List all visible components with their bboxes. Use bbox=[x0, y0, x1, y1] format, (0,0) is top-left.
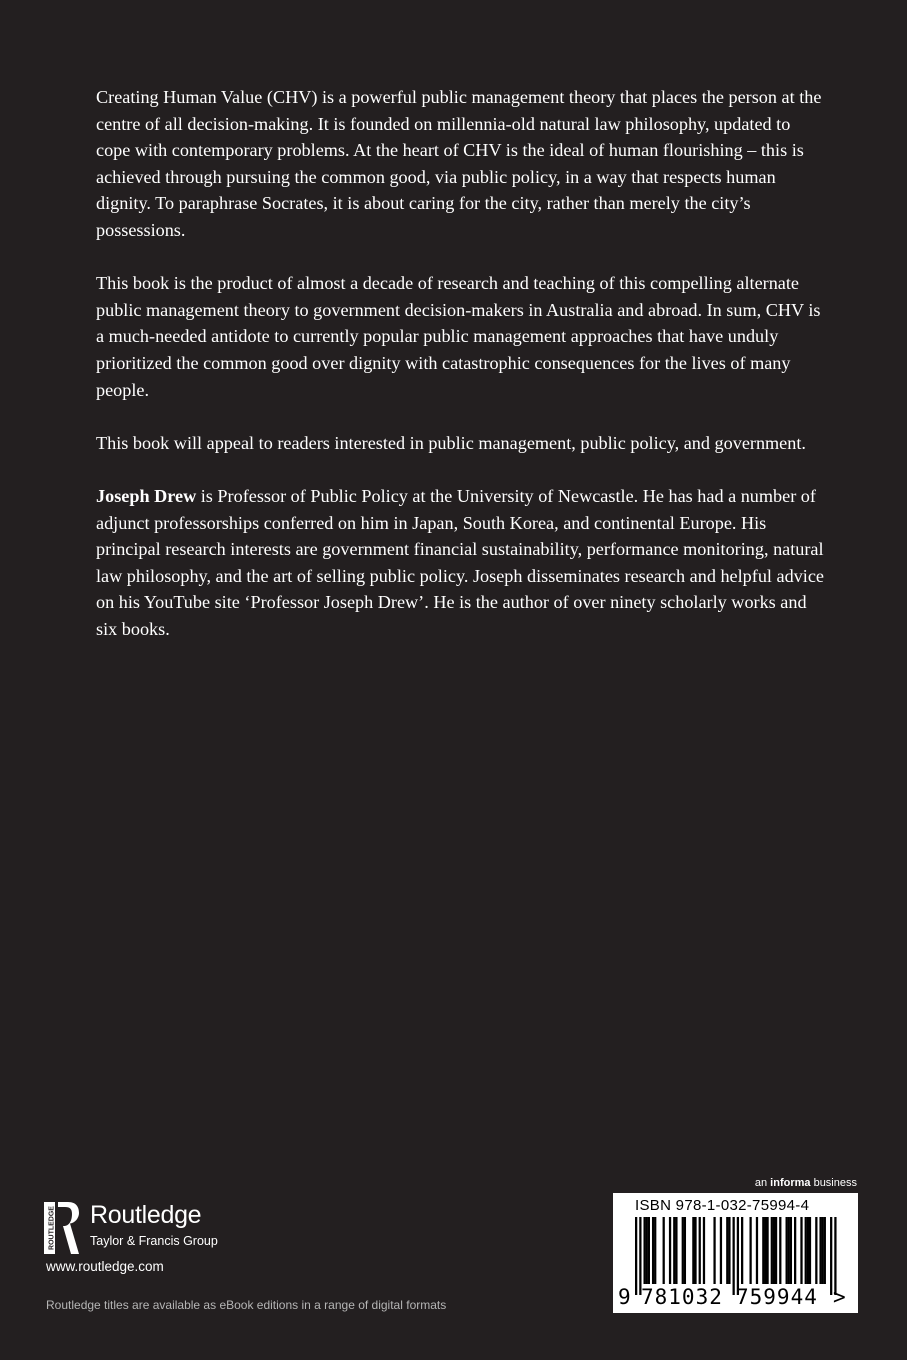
barcode-bar bbox=[675, 1217, 677, 1284]
barcode-bar bbox=[652, 1217, 654, 1284]
description-paragraph-3: This book will appeal to readers interested in public management, public policy, and government. bbox=[96, 432, 806, 453]
barcode-bar bbox=[720, 1217, 722, 1284]
barcode-bar bbox=[786, 1217, 788, 1284]
barcode-bar bbox=[728, 1217, 730, 1284]
barcode-bar bbox=[692, 1217, 694, 1284]
barcode-bar bbox=[646, 1217, 648, 1284]
isbn-label: ISBN 978-1-032-75994-4 bbox=[635, 1197, 810, 1214]
barcode-left-digits: 781032 bbox=[641, 1285, 723, 1309]
barcode-bar bbox=[669, 1217, 671, 1284]
barcode-bar bbox=[756, 1217, 758, 1284]
description-paragraph-1: Creating Human Value (CHV) is a powerful public management theory that places the person at the centre of all decision-making. It is founded on millennia-old natural law philosophy, updated to cope with contemporary problems. At the heart of CHV is the ideal of human flourishing – this is achieved through pursuing the common good, via public policy, in a way that respects human dignity. To paraphrase Socrates, it is about caring for the city, rather than merely the city’s possessions. bbox=[96, 87, 822, 240]
barcode-bar bbox=[819, 1217, 821, 1284]
informa-business-tag bbox=[755, 1177, 857, 1189]
barcode-bar bbox=[699, 1217, 701, 1284]
barcode-bar bbox=[764, 1217, 766, 1284]
barcode-bar bbox=[682, 1217, 684, 1284]
barcode-bar bbox=[643, 1217, 645, 1284]
barcode-bar bbox=[775, 1217, 777, 1284]
barcode-bar bbox=[771, 1217, 773, 1284]
barcode-bar bbox=[805, 1217, 807, 1284]
barcode-bar bbox=[779, 1217, 781, 1284]
barcode-bar bbox=[762, 1217, 764, 1284]
publisher-name: Routledge bbox=[90, 1201, 202, 1229]
barcode-bar bbox=[809, 1217, 811, 1284]
barcode-bar bbox=[749, 1217, 751, 1284]
barcode-bar bbox=[790, 1217, 792, 1284]
author-name: Joseph Drew bbox=[96, 485, 197, 506]
barcode-bar bbox=[663, 1217, 665, 1284]
back-cover-blurb bbox=[96, 84, 826, 669]
routledge-r-logo-icon bbox=[44, 1202, 80, 1254]
author-bio bbox=[96, 483, 826, 643]
barcode-digits bbox=[613, 1284, 858, 1310]
barcode-bar bbox=[741, 1217, 743, 1284]
barcode-bar bbox=[824, 1217, 826, 1284]
barcode-bar bbox=[794, 1217, 796, 1284]
author-bio-text: is Professor of Public Policy at the University of Newcastle. He has had a number of adjunct professorships conferred on him in Japan, South Korea, and continental Europe. His principal research interests are government financial sustainability, performance monitoring, natural law philosophy, and the art of selling public policy. Joseph disseminates research and helpful advice on his YouTube site ‘Professor Joseph Drew’. He is the author of over ninety scholarly works and six books. bbox=[96, 485, 824, 639]
isbn-barcode bbox=[613, 1193, 858, 1313]
barcode-first-digit: 9 bbox=[618, 1285, 631, 1309]
logo-vertical-text: ROUTLEDGE bbox=[48, 1206, 56, 1250]
ebook-availability-note: Routledge titles are available as eBook editions in a range of digital formats bbox=[46, 1298, 447, 1312]
informa-prefix: an bbox=[754, 1177, 771, 1189]
barcode-bar bbox=[694, 1217, 696, 1284]
informa-brand: informa bbox=[770, 1177, 811, 1189]
barcode-bar bbox=[726, 1217, 728, 1284]
barcode-right-digits: 759944 bbox=[736, 1285, 818, 1309]
barcode-bar bbox=[648, 1217, 650, 1284]
barcode-bar bbox=[788, 1217, 790, 1284]
publisher-group: Taylor & Francis Group bbox=[90, 1234, 218, 1248]
publisher-website: www.routledge.com bbox=[46, 1259, 164, 1274]
barcode-bar bbox=[766, 1217, 768, 1284]
barcode-bar bbox=[673, 1217, 675, 1284]
barcode-quiet-mark: > bbox=[833, 1285, 846, 1309]
barcode-bar bbox=[703, 1217, 705, 1284]
barcode-bar bbox=[815, 1217, 817, 1284]
informa-suffix: business bbox=[810, 1177, 857, 1189]
barcode-bar bbox=[684, 1217, 686, 1284]
barcode-bar bbox=[654, 1217, 656, 1284]
barcode-bar bbox=[713, 1217, 715, 1284]
barcode-bar bbox=[822, 1217, 824, 1284]
barcode-bar bbox=[773, 1217, 775, 1284]
barcode-bar bbox=[800, 1217, 802, 1284]
barcode-bar bbox=[807, 1217, 809, 1284]
description-paragraph-2: This book is the product of almost a decade of research and teaching of this compelling alternate public management theory to government decision-makers in Australia and abroad. In sum, CHV is a much-needed antidote to currently popular public management approaches that have unduly prioritized the common good over dignity with catastrophic consequences for the lives of many people. bbox=[96, 273, 821, 400]
